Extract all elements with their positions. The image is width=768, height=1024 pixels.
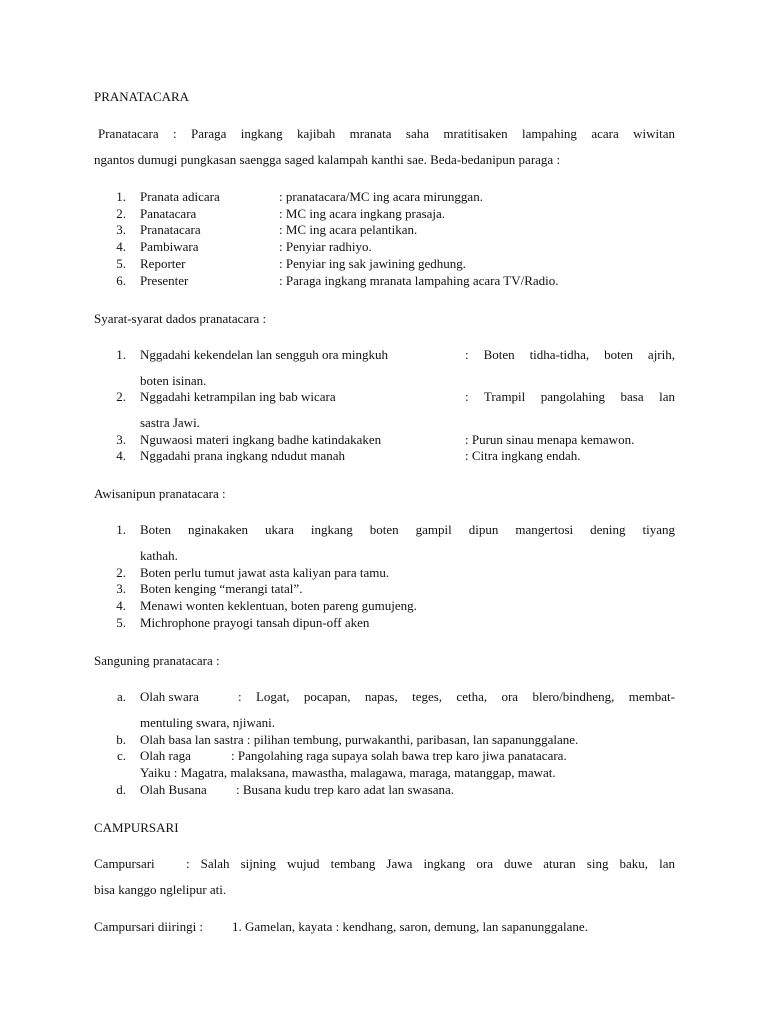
list-number: 3.	[116, 581, 126, 596]
list-term: Pambiwara	[140, 239, 199, 254]
list-term: Olah Busana	[140, 782, 207, 797]
list-desc: : Boten tidha-tidha, boten ajrih,	[465, 347, 675, 362]
list-desc-continued: Yaiku : Magatra, malaksana, mawastha, malagawa, maraga, matanggap, mawat.	[140, 765, 556, 780]
list-number: 3.	[116, 432, 126, 447]
section-heading-pranatacara: PRANATACARA	[94, 89, 190, 104]
section-heading-syarat: Syarat-syarat dados pranatacara :	[94, 311, 267, 326]
list-desc: : Logat, pocapan, napas, teges, cetha, ora blero/bindheng, membat-	[238, 689, 675, 704]
list-desc: : Trampil pangolahing basa lan	[465, 389, 675, 404]
list-desc: : Pangolahing raga supaya solah bawa trep karo jiwa panatacara.	[231, 748, 567, 763]
list-number: 1.	[116, 189, 126, 204]
list-number: 2.	[116, 389, 126, 404]
list-item-text: Michrophone prayogi tansah dipun-off aken	[140, 615, 370, 630]
campursari-diiringi-label: Campursari diiringi :	[94, 919, 204, 934]
list-letter: a.	[116, 689, 126, 704]
list-term: Nguwaosi materi ingkang badhe katindakaken	[140, 432, 382, 447]
list-number: 4.	[116, 598, 126, 613]
list-desc: : Penyiar ing sak jawining gedhung.	[279, 256, 467, 271]
section-heading-sanguning: Sanguning pranatacara :	[94, 653, 220, 668]
list-item-text: Boten perlu tumut jawat asta kaliyan para tamu.	[140, 565, 390, 580]
list-term: Nggadahi kekendelan lan sengguh ora mingkuh	[140, 347, 389, 362]
list-desc: : Penyiar radhiyo.	[279, 239, 372, 254]
campursari-diiringi-item: 1. Gamelan, kayata : kendhang, saron, demung, lan sapanunggalane.	[232, 919, 588, 934]
campursari-definition-line-1: : Salah sijning wujud tembang Jawa ingkang ora duwe aturan sing baku, lan	[186, 856, 675, 871]
list-number: 2.	[116, 206, 126, 221]
list-number: 3.	[116, 222, 126, 237]
list-desc: : Purun sinau menapa kemawon.	[465, 432, 635, 447]
list-term: Olah raga	[140, 748, 191, 763]
list-desc: : MC ing acara ingkang prasaja.	[279, 206, 446, 221]
list-item-text: Boten nginakaken ukara ingkang boten gampil dipun mangertosi dening tiyang	[140, 522, 675, 537]
list-desc: : Busana kudu trep karo adat lan swasana.	[236, 782, 455, 797]
intro-line-1: Pranatacara : Paraga ingkang kajibah mranata saha mratitisaken lampahing acara wiwitan	[98, 126, 675, 141]
intro-line-2: ngantos dumugi pungkasan saengga saged kalampah kanthi sae. Beda-bedanipun paraga :	[94, 152, 561, 167]
list-term: Nggadahi prana ingkang ndudut manah	[140, 448, 346, 463]
list-term: Panatacara	[140, 206, 197, 221]
list-number: 1.	[116, 522, 126, 537]
campursari-term: Campursari	[94, 856, 155, 871]
list-term: Reporter	[140, 256, 186, 271]
list-item-continued: kathah.	[140, 548, 178, 563]
list-desc: : MC ing acara pelantikan.	[279, 222, 418, 237]
list-term: Olah swara	[140, 689, 199, 704]
list-desc-continued: mentuling swara, njiwani.	[140, 715, 276, 730]
list-desc-continued: sastra Jawi.	[140, 415, 200, 430]
section-heading-awisan: Awisanipun pranatacara :	[94, 486, 226, 501]
list-term: Pranata adicara	[140, 189, 220, 204]
list-letter: c.	[116, 748, 126, 763]
list-number: 4.	[116, 448, 126, 463]
list-desc: : Citra ingkang endah.	[465, 448, 581, 463]
list-desc: : pranatacara/MC ing acara mirunggan.	[279, 189, 483, 204]
list-item-text: Olah basa lan sastra : pilihan tembung, purwakanthi, paribasan, lan sapanunggalane.	[140, 732, 579, 747]
list-letter: d.	[116, 782, 126, 797]
list-item-text: Boten kenging “merangi tatal”.	[140, 581, 303, 596]
list-number: 5.	[116, 256, 126, 271]
list-term: Pranatacara	[140, 222, 201, 237]
list-number: 6.	[116, 273, 126, 288]
list-number: 4.	[116, 239, 126, 254]
list-number: 1.	[116, 347, 126, 362]
list-item-text: Menawi wonten keklentuan, boten pareng gumujeng.	[140, 598, 417, 613]
campursari-definition-line-2: bisa kanggo nglelipur ati.	[94, 882, 227, 897]
list-letter: b.	[116, 732, 126, 747]
list-term: Nggadahi ketrampilan ing bab wicara	[140, 389, 336, 404]
list-number: 2.	[116, 565, 126, 580]
section-heading-campursari: CAMPURSARI	[94, 820, 179, 835]
list-desc: : Paraga ingkang mranata lampahing acara TV/Radio.	[279, 273, 559, 288]
list-number: 5.	[116, 615, 126, 630]
list-desc-continued: boten isinan.	[140, 373, 207, 388]
list-term: Presenter	[140, 273, 189, 288]
